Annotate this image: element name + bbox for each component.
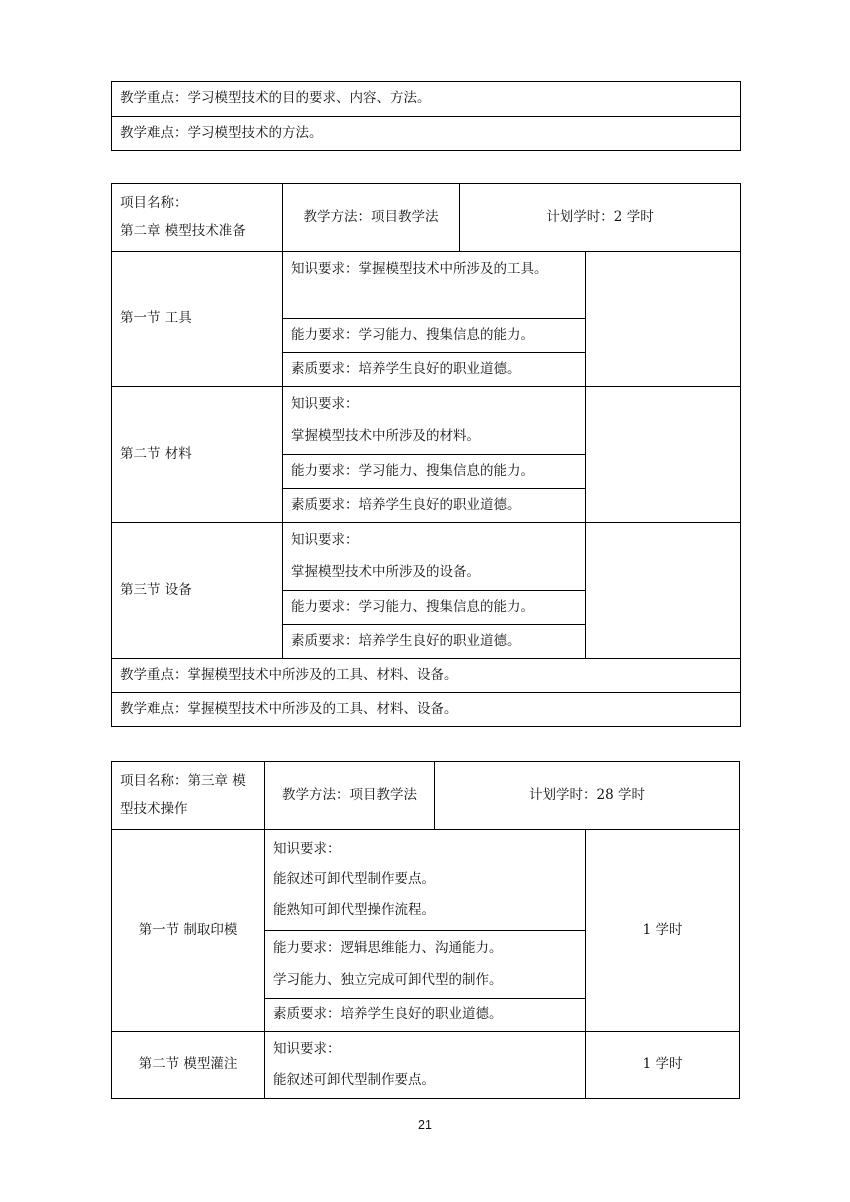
project-name-cell bbox=[112, 762, 265, 830]
section-title-cell: 第一节 制取印模 bbox=[112, 830, 265, 1032]
knowledge-requirement-cell bbox=[283, 523, 586, 591]
section-title-cell: 第三节 设备 bbox=[112, 523, 283, 659]
difficult-points-cell: 教学难点：掌握模型技术中所涉及的工具、材料、设备。 bbox=[112, 693, 741, 727]
project-name-label: 项目名称： bbox=[120, 194, 188, 211]
project-name-label: 项目名称：第三章 模 bbox=[120, 772, 246, 789]
table-chapter-3 bbox=[111, 761, 740, 1099]
knowledge-label: 知识要求： bbox=[291, 531, 359, 548]
knowledge-text: 能熟知可卸代型操作流程。 bbox=[273, 901, 435, 918]
page-number: 21 bbox=[418, 1118, 432, 1132]
ability-requirement-cell bbox=[265, 931, 586, 999]
ability-text: 学习能力、独立完成可卸代型的制作。 bbox=[273, 971, 503, 988]
section-title-cell: 第二节 模型灌注 bbox=[112, 1032, 265, 1099]
knowledge-label: 知识要求： bbox=[273, 840, 341, 857]
knowledge-text: 掌握模型技术中所涉及的材料。 bbox=[291, 427, 480, 444]
hours-cell-empty bbox=[586, 252, 741, 387]
project-name-cell bbox=[112, 184, 283, 252]
section-hours-cell: 1 学时 bbox=[586, 830, 740, 1032]
knowledge-requirement-cell bbox=[283, 387, 586, 455]
hours-cell-empty bbox=[586, 387, 741, 523]
table-teaching-points-1 bbox=[111, 81, 741, 151]
planned-hours-cell: 计划学时：28 学时 bbox=[435, 762, 740, 830]
knowledge-text: 掌握模型技术中所涉及的设备。 bbox=[291, 563, 480, 580]
quality-requirement-cell: 素质要求：培养学生良好的职业道德。 bbox=[283, 625, 586, 659]
planned-hours-cell: 计划学时：2 学时 bbox=[460, 184, 741, 252]
quality-requirement-cell: 素质要求：培养学生良好的职业道德。 bbox=[265, 999, 586, 1032]
hours-cell-empty bbox=[586, 523, 741, 659]
knowledge-requirement-cell bbox=[265, 1032, 586, 1099]
ability-requirement-cell: 能力要求：学习能力、搜集信息的能力。 bbox=[283, 591, 586, 625]
knowledge-requirement-cell: 知识要求：掌握模型技术中所涉及的工具。 bbox=[283, 252, 586, 319]
quality-requirement-cell: 素质要求：培养学生良好的职业道德。 bbox=[283, 353, 586, 387]
teaching-method-cell: 教学方法：项目教学法 bbox=[283, 184, 460, 252]
quality-requirement-cell: 素质要求：培养学生良好的职业道德。 bbox=[283, 489, 586, 523]
section-title-cell: 第一节 工具 bbox=[112, 252, 283, 387]
project-name-value: 型技术操作 bbox=[120, 800, 188, 817]
ability-requirement-cell: 能力要求：学习能力、搜集信息的能力。 bbox=[283, 455, 586, 489]
project-name-value: 第二章 模型技术准备 bbox=[120, 222, 246, 239]
section-title-cell: 第二节 材料 bbox=[112, 387, 283, 523]
knowledge-text: 能叙述可卸代型制作要点。 bbox=[273, 1071, 435, 1088]
knowledge-requirement-cell bbox=[265, 830, 586, 931]
ability-text: 能力要求：逻辑思维能力、沟通能力。 bbox=[273, 939, 503, 956]
key-points-cell: 教学重点：学习模型技术的目的要求、内容、方法。 bbox=[112, 82, 741, 117]
difficult-points-cell: 教学难点：学习模型技术的方法。 bbox=[112, 117, 741, 151]
key-points-cell: 教学重点：掌握模型技术中所涉及的工具、材料、设备。 bbox=[112, 659, 741, 693]
table-chapter-2 bbox=[111, 183, 741, 727]
knowledge-text: 能叙述可卸代型制作要点。 bbox=[273, 871, 435, 888]
knowledge-label: 知识要求： bbox=[273, 1040, 341, 1057]
section-hours-cell: 1 学时 bbox=[586, 1032, 740, 1099]
teaching-method-cell: 教学方法：项目教学法 bbox=[265, 762, 435, 830]
ability-requirement-cell: 能力要求：学习能力、搜集信息的能力。 bbox=[283, 319, 586, 353]
knowledge-label: 知识要求： bbox=[291, 395, 359, 412]
